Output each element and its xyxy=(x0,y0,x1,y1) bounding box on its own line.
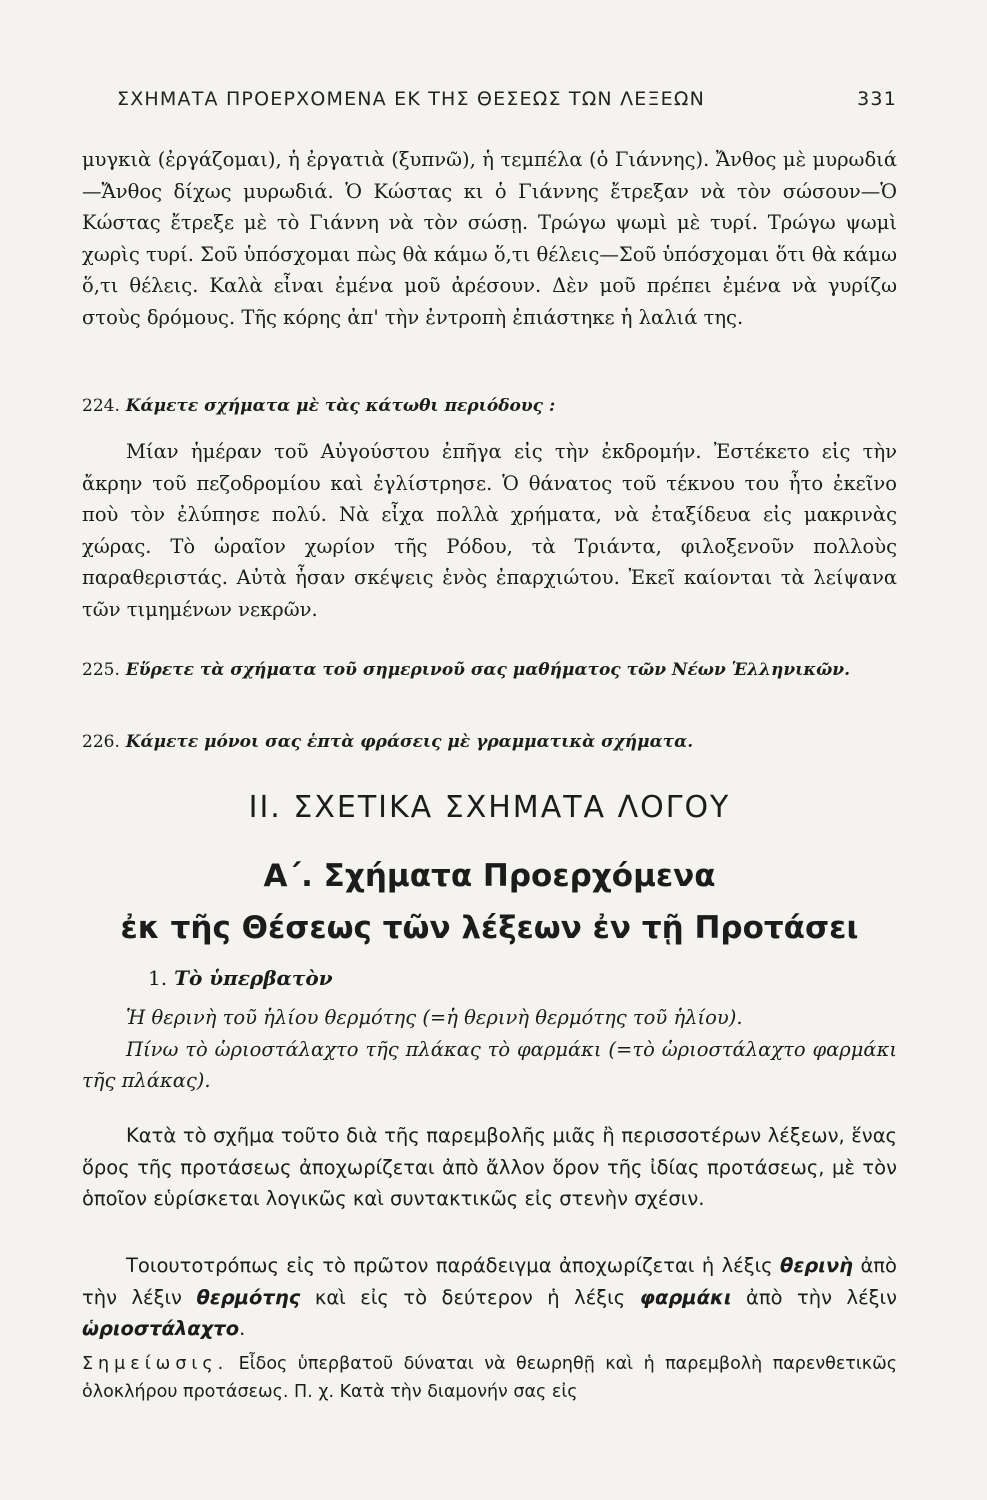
page-number: 331 xyxy=(857,88,897,110)
text-run: Τοιουτοτρόπως εἰς τὸ πρῶτον παράδειγμα ἀποχωρίζεται ἡ λέξις xyxy=(126,1254,781,1277)
example-2: Πίνω τὸ ὡριοστάλαχτο τῆς πλάκας τὸ φαρμάκι (=τὸ ὡριοστάλαχτο φαρμάκι τῆς πλάκας). xyxy=(82,1037,897,1092)
note-body: Εἶδος ὑπερβατοῦ δύναται νὰ θεωρηθῇ καὶ ἡ παρεμβολὴ παρενθετικῶς ὁλοκλήρου προτάσεως. Π. χ. Κατὰ τὴν διαμονήν σας εἰς xyxy=(82,1354,897,1402)
subsection-title-line1: Α΄. Σχήματα Προερχόμενα xyxy=(263,858,716,894)
exercise-instruction: Κάμετε μόνοι σας ἑπτὰ φράσεις μὲ γραμματικὰ σχήματα. xyxy=(125,732,694,752)
subsection-title-line2: ἐκ τῆς Θέσεως τῶν λέξεων ἐν τῇ Προτάσει xyxy=(120,910,859,946)
paragraph-224 xyxy=(82,436,897,625)
exercise-224 xyxy=(82,392,897,420)
explanation-text xyxy=(82,1250,897,1345)
explanation-2 xyxy=(82,1250,897,1345)
running-header xyxy=(82,88,897,120)
note xyxy=(82,1350,897,1406)
exercise-instruction: Κάμετε σχήματα μὲ τὰς κάτωθι περιόδους : xyxy=(125,396,556,416)
paragraph-top xyxy=(82,144,897,333)
emphasized-word: θερινὴ xyxy=(780,1254,854,1277)
item-title: Τὸ ὑπερβατὸν xyxy=(174,966,333,990)
exercise-number: 225. xyxy=(82,660,120,680)
exercise-instruction: Εὕρετε τὰ σχήματα τοῦ σημερινοῦ σας μαθήματος τῶν Νέων Ἑλληνικῶν. xyxy=(125,660,850,680)
note-text xyxy=(82,1350,897,1406)
section-title: ΙΙ. ΣΧΕΤΙΚΑ ΣΧΗΜΑΤΑ ΛΟΓΟΥ xyxy=(248,790,731,825)
examples xyxy=(82,1002,897,1097)
exercise-226 xyxy=(82,728,897,756)
emphasized-word: ὡριοστάλαχτο xyxy=(82,1317,240,1340)
example-1: Ἡ θερινὴ τοῦ ἡλίου θερμότης (=ἡ θερινὴ θερμότης τοῦ ἡλίου). xyxy=(126,1006,743,1029)
text-run: ἀπὸ τὴν λέξιν xyxy=(731,1285,897,1309)
note-label: Σημείωσις. xyxy=(82,1354,229,1374)
explanation-1 xyxy=(82,1120,897,1215)
text-run: . xyxy=(239,1317,246,1340)
exercise-number: 224. xyxy=(82,396,120,416)
running-title: ΣΧΗΜΑΤΑ ΠΡΟΕΡΧΟΜΕΝΑ ΕΚ ΤΗΣ ΘΕΣΕΩΣ ΤΩΝ ΛΕΞΕΩΝ xyxy=(117,88,706,110)
item-number: 1. xyxy=(148,966,168,990)
paragraph-text: μυγκιὰ (ἐργάζομαι), ἡ ἐργατιὰ (ξυπνῶ), ἡ τεμπέλα (ὁ Γιάννης). Ἄνθος μὲ μυρωδιά—Ἄνθος δίχως μυρωδιά. Ὁ Κώστας κι ὁ Γιάννης ἔτρεξαν νὰ τὸν σώσουν—Ὁ Κώστας ἔτρεξε μὲ τὸ Γιάννη νὰ τὸν σώσῃ. Τρώγω ψωμὶ μὲ τυρί. Τρώγω ψωμὶ χωρὶς τυρί. Σοῦ ὑπόσχομαι πὼς θὰ κάμω ὅ,τι θέλεις—Σοῦ ὑπόσχομαι ὅτι θὰ κάμω ὅ,τι θέλεις. Καλὰ εἶναι ἐμένα μοῦ ἀρέσουν. Δὲν μοῦ πρέπει ἐμένα νὰ γυρίζω στοὺς δρόμους. Τῆς κόρης ἀπ' τὴν ἐντροπὴ ἐπιάστηκε ἡ λαλιά της. xyxy=(82,148,897,329)
explanation-text: Κατὰ τὸ σχῆμα τοῦτο διὰ τῆς παρεμβολῆς μιᾶς ἢ περισσοτέρων λέξεων, ἕνας ὅρος τῆς προτάσεως ἀποχωρίζεται ἀπὸ ἄλλον ὅρον τῆς ἰδίας προτάσεως, μὲ τὸν ὁποῖον εὑρίσκεται λογικῶς καὶ συντακτικῶς εἰς στενὴν σχέσιν. xyxy=(82,1124,897,1210)
item-heading xyxy=(148,966,963,990)
paragraph-text: Μίαν ἡμέραν τοῦ Αὐγούστου ἐπῆγα εἰς τὴν ἐκδρομήν. Ἐστέκετο εἰς τὴν ἄκρην τοῦ πεζοδρομίου καὶ ἐγλίστρησε. Ὁ θάνατος τοῦ τέκνου του ἦτο ἐκεῖνο ποὺ τὸν ἐλύπησε πολύ. Νὰ εἶχα πολλὰ χρήματα, νὰ ἐταξίδευα εἰς μακρινὰς χώρας. Τὸ ὡραῖον χωρίον τῆς Ρόδου, τὰ Τριάντα, φιλοξενοῦν πολλοὺς παραθεριστάς. Αὐτὰ ἦσαν σκέψεις ἑνὸς ἐπαρχιώτου. Ἐκεῖ καίονται τὰ λείψανα τῶν τιμημένων νεκρῶν. xyxy=(82,440,897,621)
emphasized-word: φαρμάκι xyxy=(639,1285,732,1309)
text-run: καὶ εἰς τὸ δεύτερον ἡ λέξις xyxy=(300,1285,640,1309)
book-page xyxy=(82,88,897,1402)
exercise-225 xyxy=(82,656,897,684)
text-run: ἀπὸ τὴν λέξιν xyxy=(82,1254,897,1309)
emphasized-word: θερμότης xyxy=(196,1285,301,1309)
exercise-number: 226. xyxy=(82,732,120,752)
